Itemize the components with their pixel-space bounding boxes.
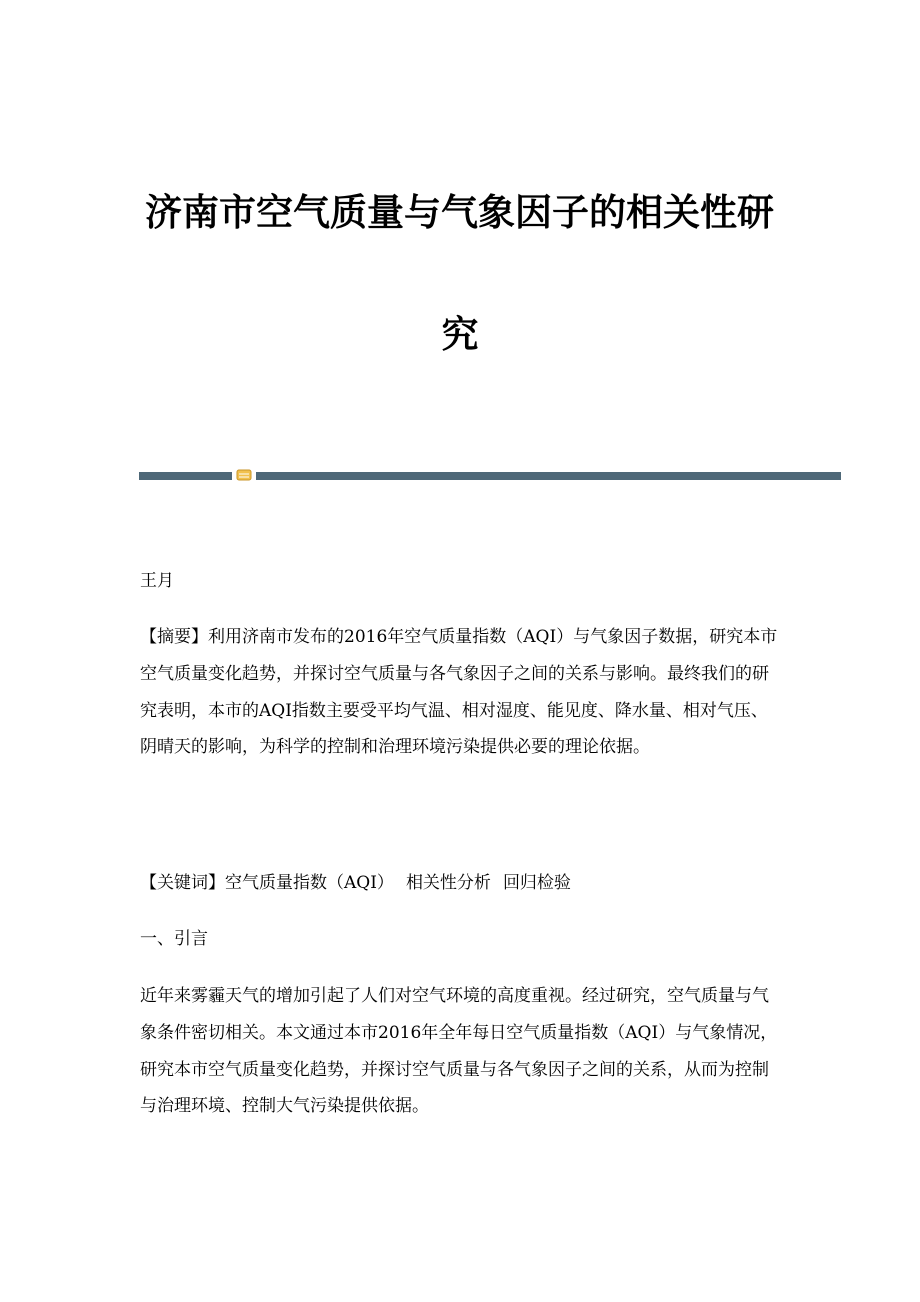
introduction-paragraph: 近年来雾霾天气的增加引起了人们对空气环境的高度重视。经过研究，空气质量与气象条件密切相关。本文通过本市2016年全年每日空气质量指数（AQI）与气象情况，研究本市空气质量变化趋势，并探讨空气质量与各气象因子之间的关系，从而为控制与治理环境、控制大气污染提供依据。 [140,986,778,1117]
paper-title-line-2: 究 [441,312,479,356]
keywords [140,865,780,902]
abstract-text: 利用济南市发布的2016年空气质量指数（AQI）与气象因子数据，研究本市空气质量变化趋势，并探讨空气质量与各气象因子之间的关系与影响。最终我们的研究表明，本市的AQI指数主要受平均气温、相对湿度、能见度、降水量、相对气压、阴晴天的影响，为科学的控制和治理环境污染提供必要的理论依据。 [140,627,778,758]
abstract [140,619,780,766]
section-heading-introduction: 一、引言 [140,929,208,949]
divider-bar-left [139,472,232,480]
envelope-emblem-icon [236,468,252,482]
keyword-item: 相关性分析 [405,873,491,893]
title-divider [139,466,841,486]
divider-bar-right [256,472,841,480]
paper-title-line-1: 济南市空气质量与气象因子的相关性研 [145,190,774,234]
keyword-item: 空气质量指数（AQI） [225,873,394,893]
keywords-label: 【关键词】 [140,873,225,893]
author-name: 王月 [140,571,174,591]
abstract-label: 【摘要】 [140,627,208,647]
keyword-item: 回归检验 [502,873,571,893]
